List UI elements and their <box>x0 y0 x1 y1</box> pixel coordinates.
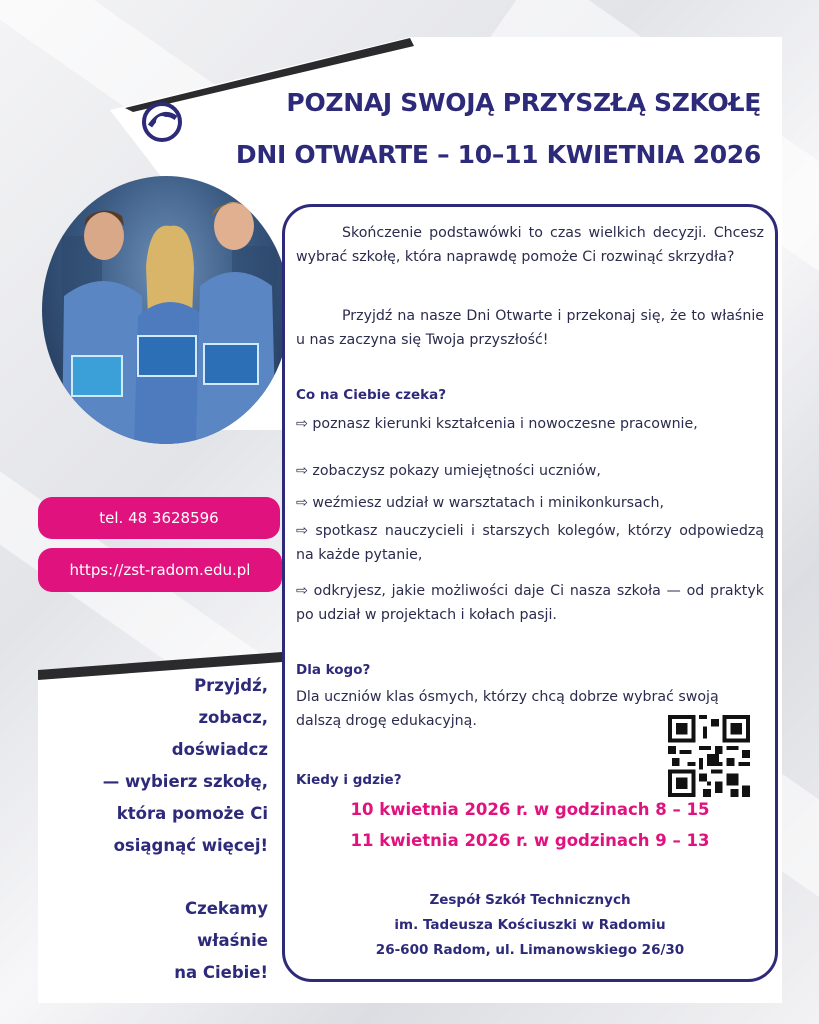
section-heading-what: Co na Ciebie czeka? <box>296 387 447 403</box>
slogan-line: na Ciebie! <box>174 963 268 982</box>
slogan-line: zobacz, <box>198 708 268 727</box>
school-logo-icon <box>140 100 184 144</box>
school-name: Zespół Szkół Technicznych <box>429 892 631 908</box>
slogan-line: właśnie <box>197 931 268 950</box>
page-title: POZNAJ SWOJĄ PRZYSZŁĄ SZKOŁĘ <box>286 88 761 117</box>
website-link[interactable]: https://zst-radom.edu.pl <box>38 548 282 592</box>
intro-paragraph-2: Przyjdź na nasze Dni Otwarte i przekonaj się, że to właśnie u nas zaczyna się Twoja przyszłość! <box>296 308 764 348</box>
school-patron: im. Tadeusza Kościuszki w Radomiu <box>394 917 666 933</box>
slogan-line: — wybierz szkołę, <box>102 772 268 791</box>
event-date-1: 10 kwietnia 2026 r. w godzinach 8 – 15 <box>350 800 710 819</box>
intro-paragraph-1: Skończenie podstawówki to czas wielkich decyzji. Chcesz wybrać szkołę, która naprawdę pomoże Ci rozwinąć skrzydła? <box>296 225 764 265</box>
page-subtitle: DNI OTWARTE – 10–11 KWIETNIA 2026 <box>235 140 761 169</box>
section-heading-when: Kiedy i gdzie? <box>296 772 402 788</box>
section-heading-who: Dla kogo? <box>296 662 371 678</box>
students-photo <box>42 176 290 444</box>
list-item: ⇨ poznasz kierunki kształcenia i nowoczesne pracownie, <box>296 416 698 432</box>
slogan-line: Czekamy <box>185 899 268 918</box>
slogan-line: osiągnąć więcej! <box>113 836 268 855</box>
qr-code-icon[interactable] <box>668 715 750 797</box>
phone-badge: tel. 48 3628596 <box>38 497 280 539</box>
slogan-line: która pomoże Ci <box>116 804 268 823</box>
school-address: 26-600 Radom, ul. Limanowskiego 26/30 <box>375 942 685 958</box>
list-item: ⇨ spotkasz nauczycieli i starszych kolegów, którzy odpowiedzą na każde pytanie, <box>296 523 764 563</box>
slogan-line: Przyjdź, <box>194 676 268 695</box>
who-text: Dla uczniów klas ósmych, którzy chcą dobrze wybrać swoją dalszą drogę edukacyjną. <box>296 689 719 729</box>
event-date-2: 11 kwietnia 2026 r. w godzinach 9 – 13 <box>350 831 710 850</box>
slogan-line: doświadcz <box>171 740 268 759</box>
list-item: ⇨ weźmiesz udział w warsztatach i minikonkursach, <box>296 495 665 511</box>
list-item: ⇨ odkryjesz, jakie możliwości daje Ci nasza szkoła — od praktyk po udział w projektach i kołach pasji. <box>296 583 764 623</box>
list-item: ⇨ zobaczysz pokazy umiejętności uczniów, <box>296 463 601 479</box>
